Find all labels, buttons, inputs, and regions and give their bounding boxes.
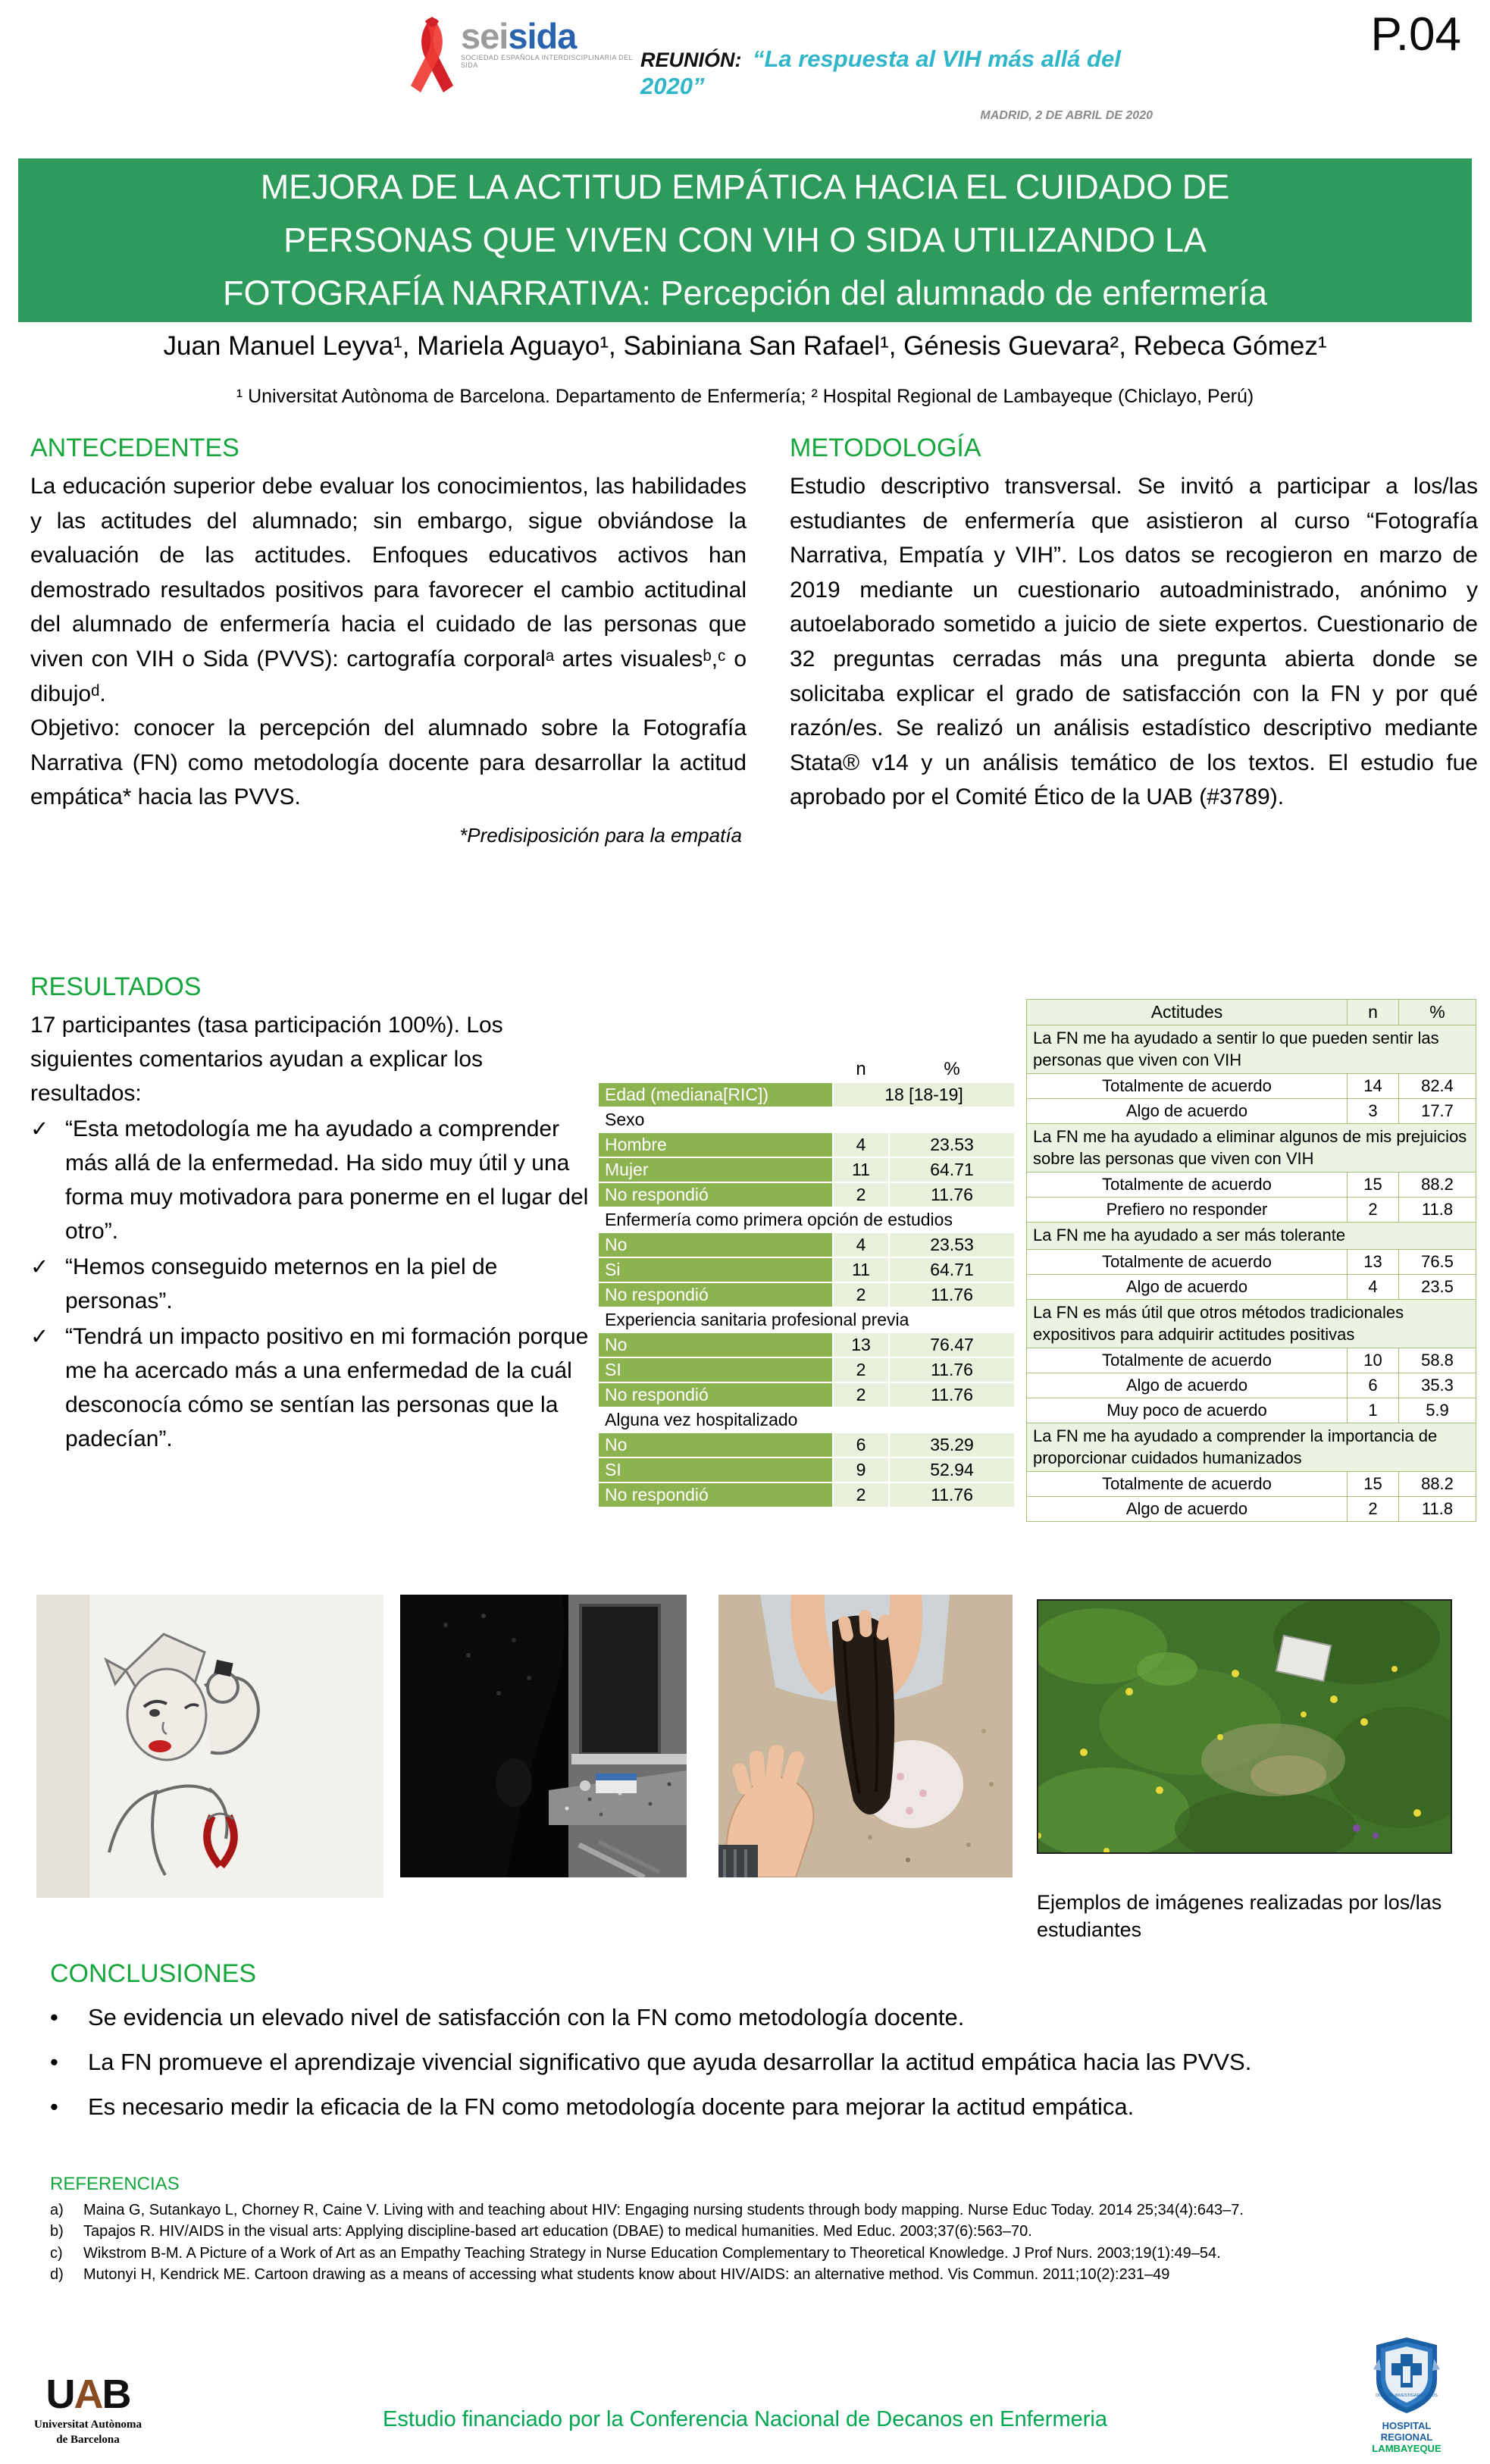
- attitudes-answer-n: 14: [1348, 1074, 1399, 1099]
- attitudes-row: [1027, 1198, 1476, 1223]
- attitudes-answer-n: 15: [1348, 1173, 1399, 1198]
- demographics-row-n: 2: [834, 1283, 888, 1307]
- section-conclusiones: [50, 1959, 1469, 2135]
- attitudes-row: [1027, 1025, 1476, 1074]
- demographics-header-row: [599, 1057, 1014, 1082]
- result-quote-text: “Tendrá un impacto positivo en mi formación porque me ha acercado más a una enfermedad de la cuál desconocía cómo se sentían las personas que la padecían”.: [65, 1324, 589, 1451]
- attitudes-answer-pct: 35.3: [1399, 1373, 1476, 1398]
- check-icon: ✓: [30, 1325, 49, 1349]
- demographics-row: [599, 1083, 1014, 1107]
- hospital-name-line2: LAMBAYEQUE: [1372, 2443, 1441, 2454]
- demographics-row-label: Mujer: [599, 1158, 832, 1182]
- demographics-row: [599, 1233, 1014, 1257]
- demographics-row-n: 13: [834, 1333, 888, 1357]
- attitudes-answer-label: Algo de acuerdo: [1027, 1099, 1348, 1124]
- attitudes-answer-n: 15: [1348, 1472, 1399, 1497]
- attitudes-answer-pct: 5.9: [1399, 1398, 1476, 1423]
- demographics-row-n: 4: [834, 1233, 888, 1257]
- demographics-row-label: No: [599, 1333, 832, 1357]
- demographics-row-value: 18 [18-19]: [834, 1083, 1014, 1107]
- demographics-row-label: No respondió: [599, 1183, 832, 1207]
- conclusion-item: [50, 2046, 1469, 2080]
- hospital-logo: [1355, 2336, 1458, 2454]
- meeting-location: MADRID, 2 DE ABRIL DE 2020: [980, 109, 1153, 122]
- empathy-footnote: *Predisiposición para la empatía: [459, 823, 742, 847]
- uab-letter-u: U: [45, 2372, 74, 2417]
- reference-item: [50, 2243, 1461, 2264]
- attitudes-answer-pct: 76.5: [1399, 1249, 1476, 1274]
- attitudes-answer-label: Algo de acuerdo: [1027, 1274, 1348, 1299]
- demographics-row-label: No: [599, 1233, 832, 1257]
- reference-letter: c): [50, 2244, 63, 2262]
- uab-letter-a: A: [74, 2372, 102, 2417]
- demographics-row: [599, 1158, 1014, 1182]
- conclusion-text: La FN promueve el aprendizaje vivencial significativo que ayuda desarrollar la actitud empática hacia las PVVS.: [88, 2048, 1252, 2075]
- student-image-drawing: [36, 1595, 383, 1898]
- section-antecedentes: [30, 434, 747, 847]
- demographics-row-pct: 35.29: [890, 1433, 1014, 1457]
- result-quote-text: “Hemos conseguido meternos en la piel de personas”.: [65, 1254, 498, 1313]
- attitudes-answer-pct: 88.2: [1399, 1173, 1476, 1198]
- attitudes-question: La FN me ha ayudado a ser más tolerante: [1027, 1223, 1476, 1250]
- attitudes-row: [1027, 1398, 1476, 1423]
- affiliations-line: ¹ Universitat Autònoma de Barcelona. Departamento de Enfermería; ² Hospital Regional de Lambayeque (Chiclayo, Perú): [236, 386, 1254, 407]
- student-image-bw-photo: [400, 1595, 687, 1877]
- demographics-row-n: 9: [834, 1458, 888, 1482]
- attitudes-row: [1027, 1249, 1476, 1274]
- attitudes-row: [1027, 1223, 1476, 1250]
- demographics-row: [599, 1408, 1014, 1432]
- demographics-row-pct: 64.71: [890, 1158, 1014, 1182]
- attitudes-answer-label: Algo de acuerdo: [1027, 1373, 1348, 1398]
- attitudes-table: [1026, 999, 1476, 1522]
- attitudes-row: [1027, 1497, 1476, 1522]
- attitudes-row: [1027, 1299, 1476, 1348]
- attitudes-answer-label: Totalmente de acuerdo: [1027, 1472, 1348, 1497]
- reference-letter: b): [50, 2223, 64, 2240]
- conclusiones-list: [50, 2001, 1469, 2124]
- poster-title-line1: MEJORA DE LA ACTITUD EMPÁTICA HACIA EL CUIDADO DE: [260, 168, 1230, 206]
- section-metodologia: [790, 434, 1478, 815]
- demographics-row: [599, 1383, 1014, 1407]
- attitudes-answer-pct: 82.4: [1399, 1074, 1476, 1099]
- demographics-row: [599, 1133, 1014, 1157]
- attitudes-answer-label: Totalmente de acuerdo: [1027, 1173, 1348, 1198]
- demographics-row: [599, 1358, 1014, 1382]
- referencias-heading: REFERENCIAS: [50, 2174, 180, 2194]
- demographics-row-n: 11: [834, 1258, 888, 1282]
- reference-item: [50, 2199, 1461, 2221]
- poster-title-line2: PERSONAS QUE VIVEN CON VIH O SIDA UTILIZANDO LA: [283, 221, 1207, 259]
- funding-text: Estudio financiado por la Conferencia Nacional de Decanos en Enfermeria: [383, 2407, 1107, 2431]
- logo-tagline: SOCIEDAD ESPAÑOLA INTERDISCIPLINARIA DEL SIDA: [461, 54, 633, 69]
- resultados-heading: RESULTADOS: [30, 972, 202, 1001]
- conclusion-text: Se evidencia un elevado nivel de satisfacción con la FN como metodología docente.: [88, 2004, 965, 2030]
- authors-line: Juan Manuel Leyva¹, Mariela Aguayo¹, Sabiniana San Rafael¹, Génesis Guevara², Rebeca Gómez¹: [163, 331, 1327, 361]
- logo-text-sida: sida: [508, 16, 577, 56]
- attitudes-answer-pct: 11.8: [1399, 1198, 1476, 1223]
- bullet-icon: •: [50, 2004, 58, 2030]
- attitudes-row: [1027, 1423, 1476, 1472]
- demographics-row-n: 6: [834, 1433, 888, 1457]
- demographics-header-pct: %: [890, 1057, 1014, 1082]
- demographics-row: [599, 1308, 1014, 1332]
- attitudes-row: [1027, 1274, 1476, 1299]
- title-bar: [18, 158, 1472, 322]
- demographics-row-n: 2: [834, 1483, 888, 1507]
- antecedentes-objective: Objetivo: conocer la percepción del alumnado sobre la Fotografía Narrativa (FN) como metodología docente para desarrollar la actitud empática* hacia las PVVS.: [30, 715, 747, 810]
- seisida-logo: [409, 15, 652, 106]
- demographics-row: [599, 1258, 1014, 1282]
- attitudes-header-title: Actitudes: [1027, 1000, 1348, 1025]
- uab-name-line1: Universitat Autònoma: [33, 2419, 142, 2431]
- uab-letter-b: B: [102, 2372, 130, 2417]
- check-icon: ✓: [30, 1117, 49, 1141]
- demographics-row-n: 2: [834, 1358, 888, 1382]
- attitudes-answer-n: 2: [1348, 1198, 1399, 1223]
- attitudes-answer-pct: 58.8: [1399, 1348, 1476, 1373]
- attitudes-answer-n: 2: [1348, 1497, 1399, 1522]
- resultados-quotes: [30, 1112, 599, 1456]
- reference-item: [50, 2264, 1461, 2285]
- section-resultados: [30, 972, 599, 1456]
- attitudes-answer-n: 1: [1348, 1398, 1399, 1423]
- demographics-row-label: Si: [599, 1258, 832, 1282]
- result-quote: [30, 1320, 599, 1456]
- attitudes-row: [1027, 1348, 1476, 1373]
- attitudes-row: [1027, 1074, 1476, 1099]
- demographics-row-pct: 23.53: [890, 1233, 1014, 1257]
- reference-item: [50, 2221, 1461, 2242]
- reference-text: Tapajos R. HIV/AIDS in the visual arts: Applying discipline-based art education (DBAE) to medical humanities. Med Educ. 2003;37(6):563–70.: [83, 2223, 1032, 2240]
- demographics-header-empty: [599, 1057, 832, 1082]
- demographics-row-label: Hombre: [599, 1133, 832, 1157]
- meeting-info: [640, 45, 1156, 123]
- demographics-row-pct: 23.53: [890, 1133, 1014, 1157]
- demographics-row-label: No: [599, 1433, 832, 1457]
- attitudes-header-pct: %: [1399, 1000, 1476, 1025]
- attitudes-row: [1027, 1373, 1476, 1398]
- antecedentes-heading: ANTECEDENTES: [30, 434, 239, 462]
- demographics-row-pct: 11.76: [890, 1483, 1014, 1507]
- attitudes-header-n: n: [1348, 1000, 1399, 1025]
- conclusion-item: [50, 2001, 1469, 2035]
- demographics-section-label: Experiencia sanitaria profesional previa: [599, 1308, 1014, 1332]
- attitudes-row: [1027, 1099, 1476, 1124]
- attitudes-answer-pct: 23.5: [1399, 1274, 1476, 1299]
- demographics-row-pct: 11.76: [890, 1283, 1014, 1307]
- result-quote-text: “Esta metodología me ha ayudado a comprender más allá de la enfermedad. Ha sido muy útil y una forma muy motivadora para ponerme en el lugar del otro”.: [65, 1116, 589, 1244]
- attitudes-header-row: [1027, 1000, 1476, 1025]
- red-ribbon-icon: [409, 15, 455, 94]
- conclusion-item: [50, 2090, 1469, 2124]
- demographics-row-label: SI: [599, 1358, 832, 1382]
- demographics-section-label: Enfermería como primera opción de estudios: [599, 1208, 1014, 1232]
- attitudes-question: La FN me ha ayudado a comprender la importancia de proporcionar cuidados humanizados: [1027, 1423, 1476, 1472]
- reference-text: Maina G, Sutankayo L, Chorney R, Caine V. Living with and teaching about HIV: Engaging nursing students through body mapping. Nurse Educ Today. 2014 25;34(4):643–7.: [83, 2202, 1244, 2218]
- demographics-row-label: No respondió: [599, 1383, 832, 1407]
- hospital-name-line1: HOSPITAL REGIONAL: [1380, 2420, 1433, 2443]
- student-image-hair-washing: [718, 1595, 1013, 1877]
- attitudes-answer-label: Totalmente de acuerdo: [1027, 1348, 1348, 1373]
- demographics-row-pct: 64.71: [890, 1258, 1014, 1282]
- conclusiones-heading: CONCLUSIONES: [50, 1959, 257, 1988]
- meeting-title: “La respuesta al VIH más allá del 2020”: [640, 45, 1121, 99]
- demographics-row: [599, 1183, 1014, 1207]
- demographics-section-label: Sexo: [599, 1108, 1014, 1132]
- attitudes-answer-n: 6: [1348, 1373, 1399, 1398]
- poster-number: P.04: [1370, 8, 1461, 61]
- attitudes-answer-pct: 11.8: [1399, 1497, 1476, 1522]
- meeting-label: REUNIÓN:: [640, 49, 742, 71]
- attitudes-question: La FN me ha ayudado a sentir lo que pueden sentir las personas que viven con VIH: [1027, 1025, 1476, 1074]
- student-image-grass-field: [1037, 1599, 1452, 1854]
- attitudes-answer-label: Totalmente de acuerdo: [1027, 1074, 1348, 1099]
- referencias-list: [50, 2199, 1461, 2286]
- demographics-row-n: 2: [834, 1183, 888, 1207]
- result-quote: [30, 1250, 599, 1318]
- demographics-row-n: 4: [834, 1133, 888, 1157]
- logo-text-sei: sei: [461, 16, 509, 56]
- poster-title-line3: FOTOGRAFÍA NARRATIVA: Percepción del alumnado de enfermería: [222, 274, 1268, 312]
- conclusion-text: Es necesario medir la eficacia de la FN como metodología docente para mejorar la actitud empática.: [88, 2093, 1135, 2120]
- demographics-row-label: No respondió: [599, 1483, 832, 1507]
- demographics-row: [599, 1458, 1014, 1482]
- attitudes-answer-n: 3: [1348, 1099, 1399, 1124]
- demographics-row: [599, 1483, 1014, 1507]
- attitudes-answer-label: Prefiero no responder: [1027, 1198, 1348, 1223]
- attitudes-question: La FN es más útil que otros métodos tradicionales expositivos para adquirir actitudes positivas: [1027, 1299, 1476, 1348]
- metodologia-heading: METODOLOGÍA: [790, 434, 981, 462]
- resultados-intro: 17 participantes (tasa participación 100%). Los siguientes comentarios ayudan a explicar los resultados:: [30, 1013, 503, 1106]
- demographics-row-n: 11: [834, 1158, 888, 1182]
- antecedentes-paragraph: La educación superior debe evaluar los conocimientos, las habilidades y las actitudes del alumnado; sin embargo, sigue obviándose la evaluación de las actitudes. Enfoques educativos activos han demostrado resultados positivos para favorecer el cambio actitudinal del alumnado de enfermería hacia el cuidado de las personas que viven con VIH o Sida (PVVS): cartografía corporalᵃ artes visualesᵇ,ᶜ o dibujoᵈ.: [30, 474, 747, 706]
- demographics-row: [599, 1433, 1014, 1457]
- hospital-motto: DOCERE INVESTIGARE SALUS: [1376, 2394, 1438, 2398]
- attitudes-answer-label: Totalmente de acuerdo: [1027, 1249, 1348, 1274]
- section-referencias: [50, 2174, 1461, 2286]
- hospital-shield-icon: [1372, 2336, 1441, 2415]
- reference-text: Mutonyi H, Kendrick ME. Cartoon drawing as a means of accessing what students know about HIV/AIDS: an alternative method. Vis Commun. 2011;10(2):231–49: [83, 2266, 1170, 2284]
- reference-text: Wikstrom B-M. A Picture of a Work of Art as an Empathy Teaching Strategy in Nurse Education Complementary to Theoretical Knowledge. J Prof Nurs. 2003;19(1):49–54.: [83, 2244, 1221, 2262]
- reference-letter: d): [50, 2266, 64, 2284]
- check-icon: ✓: [30, 1255, 49, 1279]
- demographics-row-n: 2: [834, 1383, 888, 1407]
- demographics-row-pct: 11.76: [890, 1183, 1014, 1207]
- demographics-section-label: Alguna vez hospitalizado: [599, 1408, 1014, 1432]
- attitudes-row: [1027, 1124, 1476, 1173]
- attitudes-row: [1027, 1472, 1476, 1497]
- uab-name-line2: de Barcelona: [56, 2433, 120, 2446]
- attitudes-answer-pct: 17.7: [1399, 1099, 1476, 1124]
- attitudes-answer-label: Muy poco de acuerdo: [1027, 1398, 1348, 1423]
- demographics-row: [599, 1108, 1014, 1132]
- attitudes-answer-n: 4: [1348, 1274, 1399, 1299]
- demographics-row-pct: 11.76: [890, 1358, 1014, 1382]
- bullet-icon: •: [50, 2093, 58, 2120]
- result-quote: [30, 1112, 599, 1248]
- demographics-row-pct: 76.47: [890, 1333, 1014, 1357]
- demographics-row-pct: 11.76: [890, 1383, 1014, 1407]
- demographics-row: [599, 1283, 1014, 1307]
- attitudes-answer-label: Algo de acuerdo: [1027, 1497, 1348, 1522]
- attitudes-question: La FN me ha ayudado a eliminar algunos de mis prejuicios sobre las personas que viven con VIH: [1027, 1124, 1476, 1173]
- attitudes-answer-n: 13: [1348, 1249, 1399, 1274]
- reference-letter: a): [50, 2202, 64, 2218]
- images-caption: Ejemplos de imágenes realizadas por los/las estudiantes: [1037, 1891, 1442, 1942]
- demographics-row-pct: 52.94: [890, 1458, 1014, 1482]
- metodologia-paragraph: Estudio descriptivo transversal. Se invitó a participar a los/las estudiantes de enfermería que asistieron al curso “Fotografía Narrativa, Empatía y VIH”. Los datos se recogieron en marzo de 2019 mediante un cuestionario autoadministrado, anónimo y autoelaborado sometido a juicio de siete expertos. Cuestionario de 32 preguntas cerradas más una pregunta abierta donde se solicitaba explicar el grado de satisfacción con la FN y por qué razón/es. Se realizó un análisis estadístico descriptivo mediante Stata® v14 y un análisis temático de los textos. El estudio fue aprobado por el Comité Ético de la UAB (#3789).: [790, 474, 1478, 810]
- demographics-row: [599, 1333, 1014, 1357]
- demographics-header-n: n: [834, 1057, 888, 1082]
- demographics-row-label: Edad (mediana[RIC]): [599, 1083, 832, 1107]
- bullet-icon: •: [50, 2048, 58, 2075]
- demographics-row: [599, 1208, 1014, 1232]
- attitudes-answer-pct: 88.2: [1399, 1472, 1476, 1497]
- demographics-table: [597, 1056, 1016, 1508]
- attitudes-row: [1027, 1173, 1476, 1198]
- attitudes-answer-n: 10: [1348, 1348, 1399, 1373]
- demographics-row-label: SI: [599, 1458, 832, 1482]
- demographics-row-label: No respondió: [599, 1283, 832, 1307]
